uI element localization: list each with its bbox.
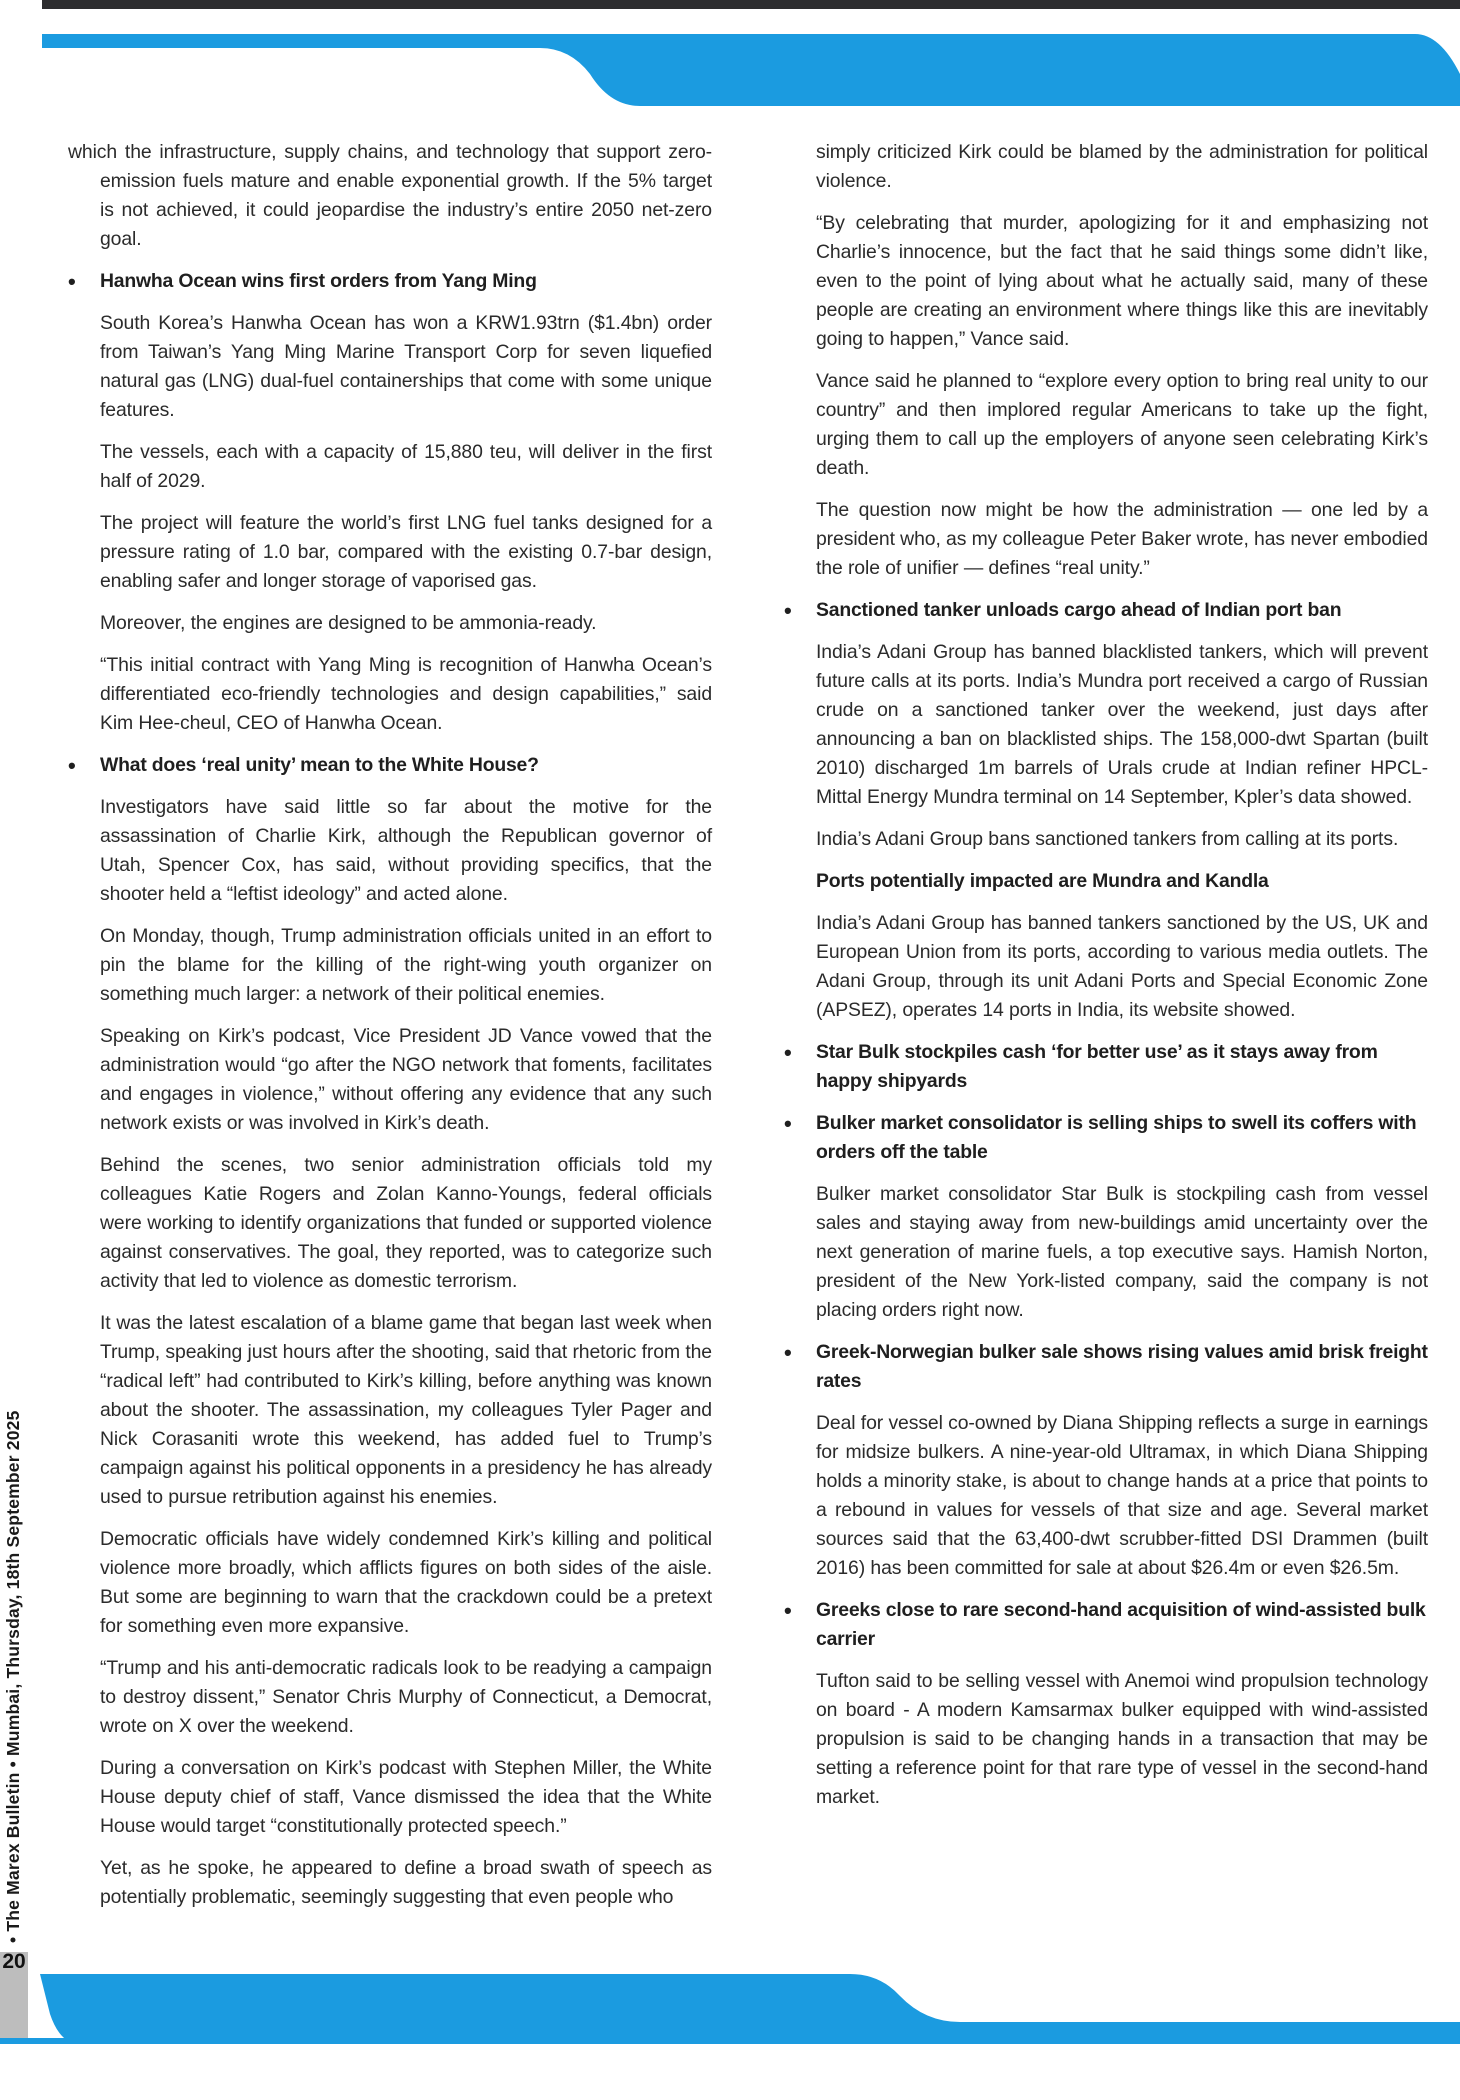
paragraph: Yet, as he spoke, he appeared to define a broad swath of speech as potentially problematic, seemingly suggesting that even people who — [100, 1857, 712, 1908]
sub-heading: Ports potentially impacted are Mundra and Kandla — [816, 870, 1269, 892]
paragraph: India’s Adani Group has banned tankers sanctioned by the US, UK and European Union from its ports, according to various media outlets. The Adani Group, through its unit Adani Ports and Special Economic Zone (APSEZ), operates 14 ports in India, its website showed. — [816, 912, 1428, 1021]
right-column — [784, 138, 1428, 1825]
paragraph: Speaking on Kirk’s podcast, Vice President JD Vance vowed that the administration would “go after the NGO network that foments, facilitates and engages in violence,” without offering any evidence that any such network exists or was involved in Kirk’s death. — [100, 1025, 712, 1134]
paragraph: The project will feature the world’s first LNG fuel tanks designed for a pressure rating of 1.0 bar, compared with the existing 0.7-bar design, enabling safer and longer storage of vaporised gas. — [100, 512, 712, 592]
paragraph: Investigators have said little so far about the motive for the assassination of Charlie Kirk, although the Republican governor of Utah, Spencer Cox, has said, without providing specifics, that the shooter held a “leftist ideology” and acted alone. — [100, 796, 712, 905]
page-number: 20 — [2, 1950, 26, 1973]
paragraph: The vessels, each with a capacity of 15,880 teu, will deliver in the first half of 2029. — [100, 441, 712, 492]
paragraph: Deal for vessel co-owned by Diana Shipping reflects a surge in earnings for midsize bulkers. A nine-year-old Ultramax, in which Diana Shipping holds a minority stake, is about to change hands at a price that points to a rebound in values for vessels of that size and age. Several market sources said that the 63,400-dwt scrubber-fitted DSI Drammen (built 2016) has been committed for sale at about $26.4m or even $26.5m. — [816, 1412, 1428, 1579]
paragraph: India’s Adani Group bans sanctioned tankers from calling at its ports. — [816, 828, 1399, 850]
bottom-blue-band — [0, 1974, 1460, 2044]
paragraph: During a conversation on Kirk’s podcast with Stephen Miller, the White House deputy chief of staff, Vance dismissed the idea that the White House would target “constitutionally protected speech.” — [100, 1757, 712, 1837]
news-headline: • Hanwha Ocean wins first orders from Yang Ming — [100, 267, 712, 296]
paragraph: The question now might be how the administration — one led by a president who, as my colleague Peter Baker wrote, has never embodied the role of unifier — defines “real unity.” — [816, 499, 1428, 579]
news-headline: • Sanctioned tanker unloads cargo ahead of Indian port ban — [816, 596, 1428, 625]
paragraph: Bulker market consolidator Star Bulk is stockpiling cash from vessel sales and staying away from new-buildings amid uncertainty over the next generation of marine fuels, a top executive says. Hamish Norton, president of the New York-listed company, said the company is not placing orders right now. — [816, 1183, 1428, 1321]
news-headline: • What does ‘real unity’ mean to the White House? — [100, 751, 712, 780]
paragraph: Democratic officials have widely condemned Kirk’s killing and political violence more broadly, which afflicts figures on both sides of the aisle. But some are beginning to warn that the crackdown could be a pretext for something even more expansive. — [100, 1528, 712, 1637]
running-title: • The Marex Bulletin • Mumbai, Thursday, 18th September 2025 — [3, 1410, 23, 1943]
paragraph: simply criticized Kirk could be blamed by the administration for political violence. — [816, 141, 1428, 192]
left-column — [68, 138, 712, 1925]
top-dark-bar — [42, 0, 1460, 9]
paragraph: On Monday, though, Trump administration officials united in an effort to pin the blame for the killing of the right-wing youth organizer on something much larger: a network of their political enemies. — [100, 925, 712, 1005]
paragraph: which the infrastructure, supply chains, and technology that support zero-emission fuels mature and enable exponential growth. If the 5% target is not achieved, it could jeopardise the industry’s entire 2050 net-zero goal. — [68, 141, 712, 250]
paragraph: South Korea’s Hanwha Ocean has won a KRW1.93trn ($1.4bn) order from Taiwan’s Yang Ming Marine Transport Corp for seven liquefied natural gas (LNG) dual-fuel containerships that come with some unique features. — [100, 312, 712, 421]
paragraph: “This initial contract with Yang Ming is recognition of Hanwha Ocean’s differentiated eco-friendly technologies and design capabilities,” said Kim Hee-cheul, CEO of Hanwha Ocean. — [100, 654, 712, 734]
news-headline: • Greek-Norwegian bulker sale shows rising values amid brisk freight rates — [816, 1338, 1428, 1396]
paragraph: Moreover, the engines are designed to be ammonia-ready. — [100, 612, 597, 634]
paragraph: It was the latest escalation of a blame game that began last week when Trump, speaking just hours after the shooting, said that rhetoric from the “radical left” had contributed to Kirk’s killing, before anything was known about the shooter. The assassination, my colleagues Tyler Pager and Nick Corasaniti wrote this weekend, has added fuel to Trump’s campaign against his political opponents in a presidency he has already used to pursue retribution against his enemies. — [100, 1312, 712, 1508]
paragraph: Behind the scenes, two senior administration officials told my colleagues Katie Rogers and Zolan Kanno-Youngs, federal officials were working to identify organizations that funded or supported violence against conservatives. The goal, they reported, was to categorize such activity that led to violence as domestic terrorism. — [100, 1154, 712, 1292]
top-blue-band — [0, 34, 1460, 106]
news-headline: • Star Bulk stockpiles cash ‘for better use’ as it stays away from happy shipyards — [816, 1038, 1428, 1096]
paragraph: “By celebrating that murder, apologizing for it and emphasizing not Charlie’s innocence, but the fact that he said things some didn’t like, even to the point of lying about what he actually said, many of these people are creating an environment where things like this are inevitably going to happen,” Vance said. — [816, 212, 1428, 350]
paragraph: Vance said he planned to “explore every option to bring real unity to our country” and then implored regular Americans to take up the fight, urging them to call up the employers of anyone seen celebrating Kirk’s death. — [816, 370, 1428, 479]
news-headline: • Bulker market consolidator is selling ships to swell its coffers with orders off the table — [816, 1109, 1428, 1167]
news-headline: • Greeks close to rare second-hand acquisition of wind-assisted bulk carrier — [816, 1596, 1428, 1654]
paragraph: Tufton said to be selling vessel with Anemoi wind propulsion technology on board - A modern Kamsarmax bulker equipped with wind-assisted propulsion is said to be changing hands in a transaction that may be setting a reference point for that rare type of vessel in the second-hand market. — [816, 1670, 1428, 1808]
paragraph: India’s Adani Group has banned blacklisted tankers, which will prevent future calls at its ports. India’s Mundra port received a cargo of Russian crude on a sanctioned tanker over the weekend, just days after announcing a ban on blacklisted ships. The 158,000-dwt Spartan (built 2010) discharged 1m barrels of Urals crude at Indian refiner HPCL-Mittal Energy Mundra terminal on 14 September, Kpler’s data showed. — [816, 641, 1428, 808]
paragraph: “Trump and his anti-democratic radicals look to be readying a campaign to destroy dissent,” Senator Chris Murphy of Connecticut, a Democrat, wrote on X over the weekend. — [100, 1657, 712, 1737]
